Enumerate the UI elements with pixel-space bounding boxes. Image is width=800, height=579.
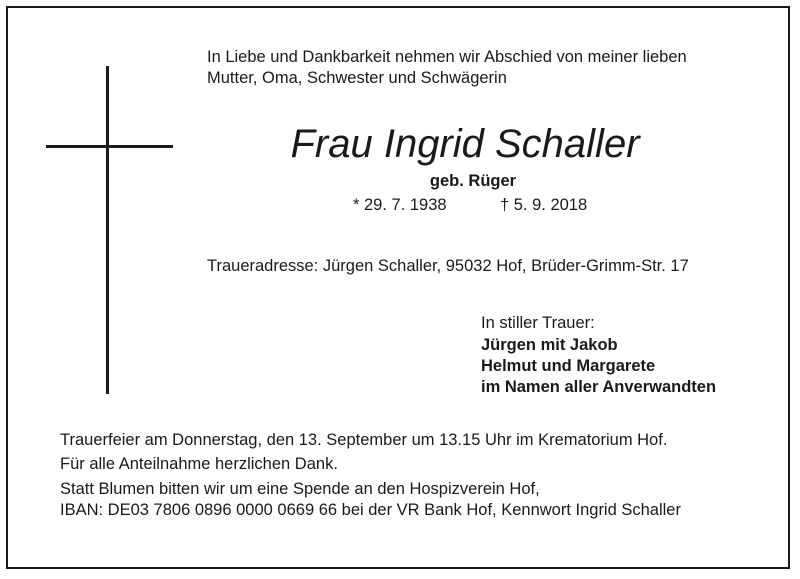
donation-line: IBAN: DE03 7806 0896 0000 0669 66 bei der VR Bank Hof, Kennwort Ingrid Schaller: [60, 501, 681, 519]
mourning-heading: In stiller Trauer:: [481, 314, 595, 332]
mourner-name: im Namen aller Anverwandten: [481, 378, 717, 396]
service-info: Trauerfeier am Donnerstag, den 13. September um 13.15 Uhr im Krematorium Hof.: [60, 431, 668, 449]
mourner-name: Helmut und Margarete: [481, 357, 656, 375]
maiden-name: geb. Rüger: [429, 172, 517, 190]
death-date: † 5. 9. 2018: [500, 196, 588, 214]
intro-line: In Liebe und Dankbarkeit nehmen wir Abschied von meiner lieben: [207, 48, 687, 66]
cross-icon: [106, 66, 109, 394]
mourner-name: Jürgen mit Jakob: [481, 336, 618, 354]
intro-text: [207, 47, 687, 89]
mourning-address: Traueradresse: Jürgen Schaller, 95032 Hof, Brüder-Grimm-Str. 17: [207, 257, 689, 275]
thanks-line: Für alle Anteilnahme herzlichen Dank.: [60, 455, 338, 473]
donation-line: Statt Blumen bitten wir um eine Spende an den Hospizverein Hof,: [60, 480, 540, 498]
mourners-list: [481, 335, 716, 398]
deceased-name: Frau Ingrid Schaller: [290, 122, 640, 166]
birth-date: * 29. 7. 1938: [353, 196, 447, 214]
intro-line: Mutter, Oma, Schwester und Schwägerin: [207, 69, 507, 87]
footer-text: [60, 430, 681, 521]
